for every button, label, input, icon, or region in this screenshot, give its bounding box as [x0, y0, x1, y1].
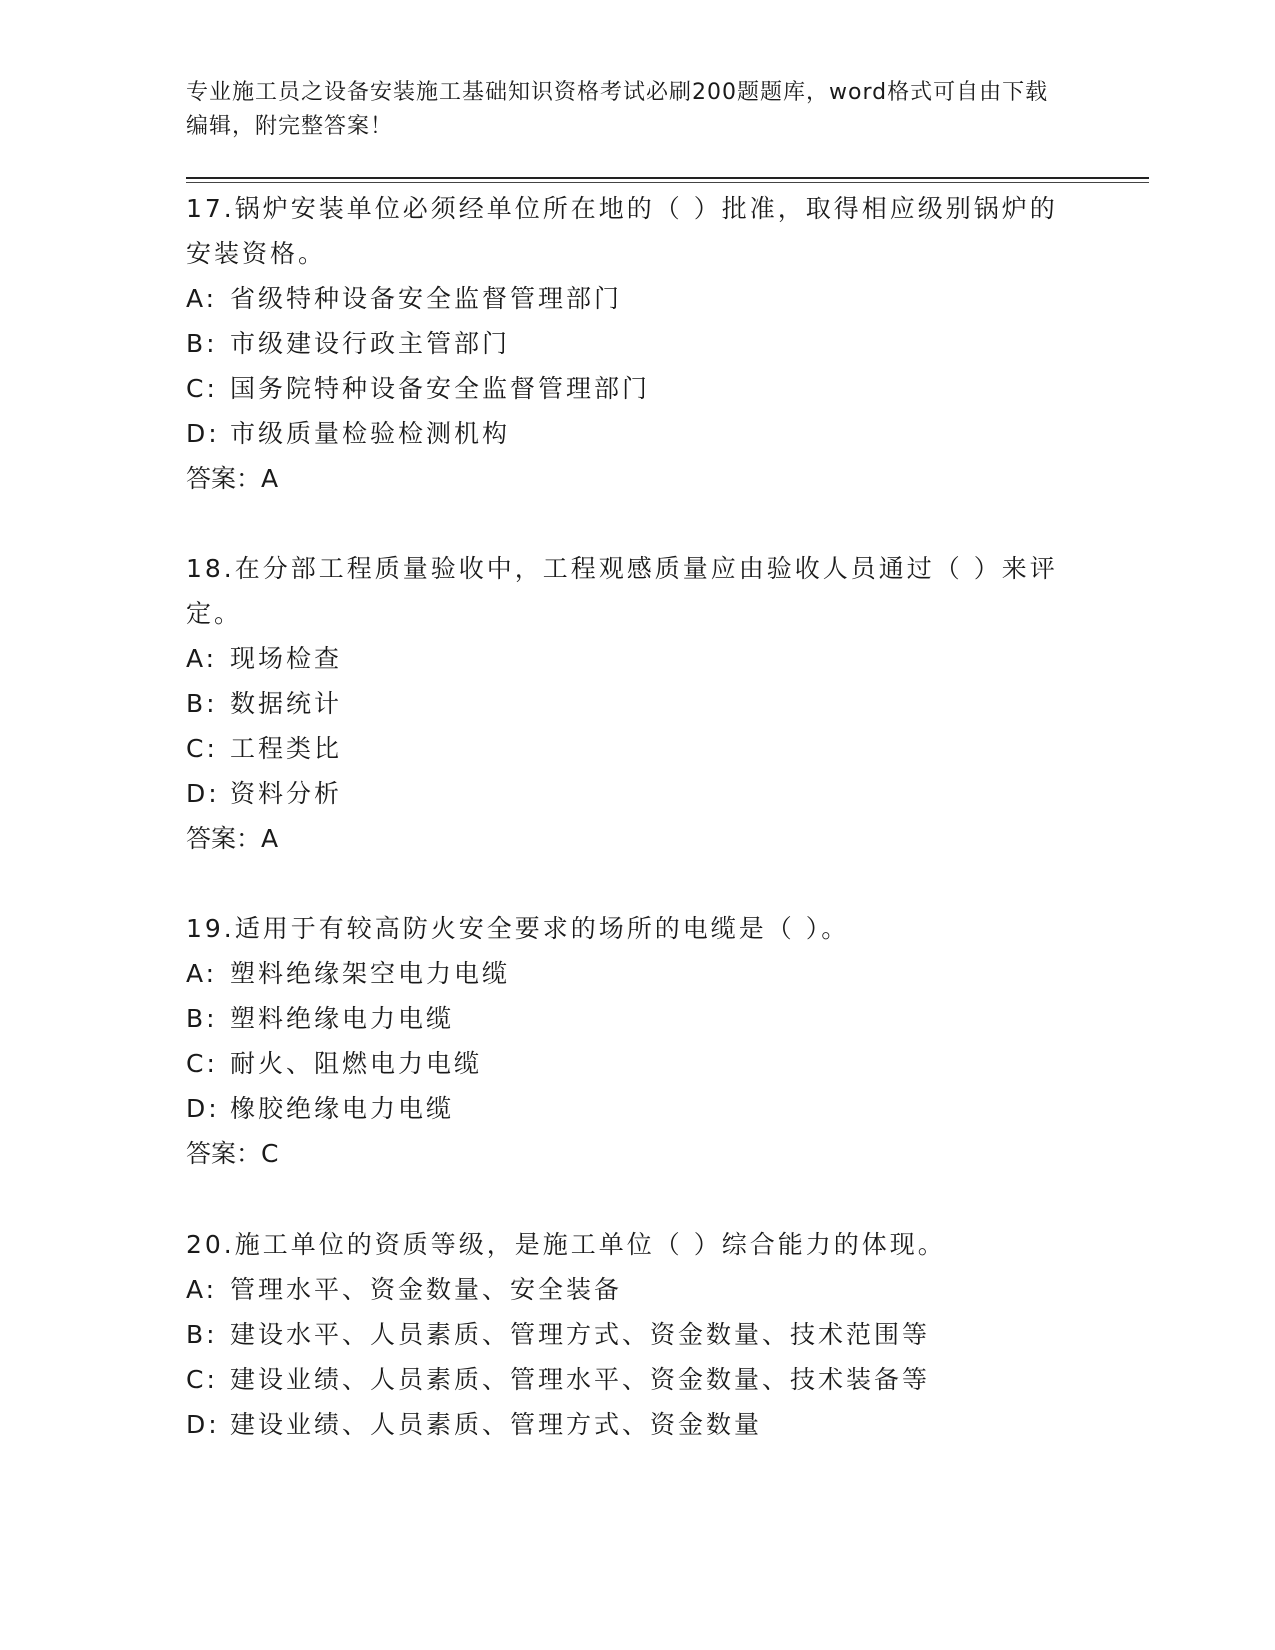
option-text: 建设水平、人员素质、管理方式、资金数量、技术范围等: [230, 1320, 931, 1349]
answer-line: [186, 456, 1066, 501]
question-20: [186, 1222, 1066, 1447]
header-text: 专业施工员之设备安装施工基础知识资格考试必刷200题题库，word格式可自由下载编辑，附完整答案！: [186, 80, 1049, 139]
option-d: [186, 1402, 1066, 1447]
question-19: [186, 906, 1066, 1176]
option-c: [186, 1357, 1066, 1402]
option-d: [186, 1086, 1066, 1131]
question-stem: 18.在分部工程质量验收中，工程观感质量应由验收人员通过（ ）来评定。: [186, 554, 1058, 628]
option-d: [186, 771, 1066, 816]
option-text: 现场检查: [230, 644, 343, 673]
option-key: A:: [186, 284, 218, 313]
option-key: B:: [186, 1320, 218, 1349]
option-key: A:: [186, 1275, 218, 1304]
option-key: D:: [186, 779, 220, 808]
option-text: 建设业绩、人员素质、管理方式、资金数量: [230, 1410, 763, 1439]
option-text: 橡胶绝缘电力电缆: [230, 1094, 455, 1123]
option-key: C:: [186, 1365, 218, 1394]
option-b: [186, 321, 1066, 366]
option-key: C:: [186, 1049, 218, 1078]
option-text: 耐火、阻燃电力电缆: [230, 1049, 483, 1078]
option-a: [186, 636, 1066, 681]
option-key: B:: [186, 1004, 218, 1033]
question-stem: 20.施工单位的资质等级，是施工单位（ ）综合能力的体现。: [186, 1230, 946, 1259]
option-b: [186, 1312, 1066, 1357]
option-c: [186, 726, 1066, 771]
answer-value: A: [261, 464, 282, 493]
answer-value: C: [261, 1139, 282, 1168]
option-key: D:: [186, 1410, 220, 1439]
option-text: 国务院特种设备安全监督管理部门: [230, 374, 651, 403]
answer-label: 答案：: [186, 1139, 262, 1168]
option-key: A:: [186, 644, 218, 673]
option-text: 工程类比: [230, 734, 343, 763]
option-key: C:: [186, 734, 218, 763]
question-18: [186, 546, 1066, 861]
option-key: D:: [186, 1094, 220, 1123]
option-a: [186, 1267, 1066, 1312]
option-b: [186, 681, 1066, 726]
question-17: [186, 186, 1066, 501]
option-c: [186, 1041, 1066, 1086]
option-text: 市级质量检验检测机构: [230, 419, 511, 448]
option-text: 省级特种设备安全监督管理部门: [230, 284, 623, 313]
option-text: 管理水平、资金数量、安全装备: [230, 1275, 623, 1304]
answer-line: [186, 816, 1066, 861]
document-header: [186, 76, 1056, 144]
option-text: 塑料绝缘电力电缆: [230, 1004, 455, 1033]
option-text: 塑料绝缘架空电力电缆: [230, 959, 511, 988]
header-divider-thin: [186, 182, 1149, 183]
option-a: [186, 951, 1066, 996]
option-text: 市级建设行政主管部门: [230, 329, 511, 358]
answer-value: A: [261, 824, 282, 853]
answer-label: 答案：: [186, 464, 262, 493]
answer-line: [186, 1131, 1066, 1176]
option-key: A:: [186, 959, 218, 988]
option-key: B:: [186, 689, 218, 718]
option-c: [186, 366, 1066, 411]
option-key: C:: [186, 374, 218, 403]
answer-label: 答案：: [186, 824, 262, 853]
option-b: [186, 996, 1066, 1041]
option-d: [186, 411, 1066, 456]
option-text: 资料分析: [230, 779, 343, 808]
option-a: [186, 276, 1066, 321]
option-key: D:: [186, 419, 220, 448]
option-text: 数据统计: [230, 689, 343, 718]
option-key: B:: [186, 329, 218, 358]
question-stem: 19.适用于有较高防火安全要求的场所的电缆是（ ）。: [186, 914, 850, 943]
header-divider-thick: [186, 177, 1149, 179]
question-stem: 17.锅炉安装单位必须经单位所在地的（ ）批准，取得相应级别锅炉的安装资格。: [186, 194, 1058, 268]
option-text: 建设业绩、人员素质、管理水平、资金数量、技术装备等: [230, 1365, 931, 1394]
